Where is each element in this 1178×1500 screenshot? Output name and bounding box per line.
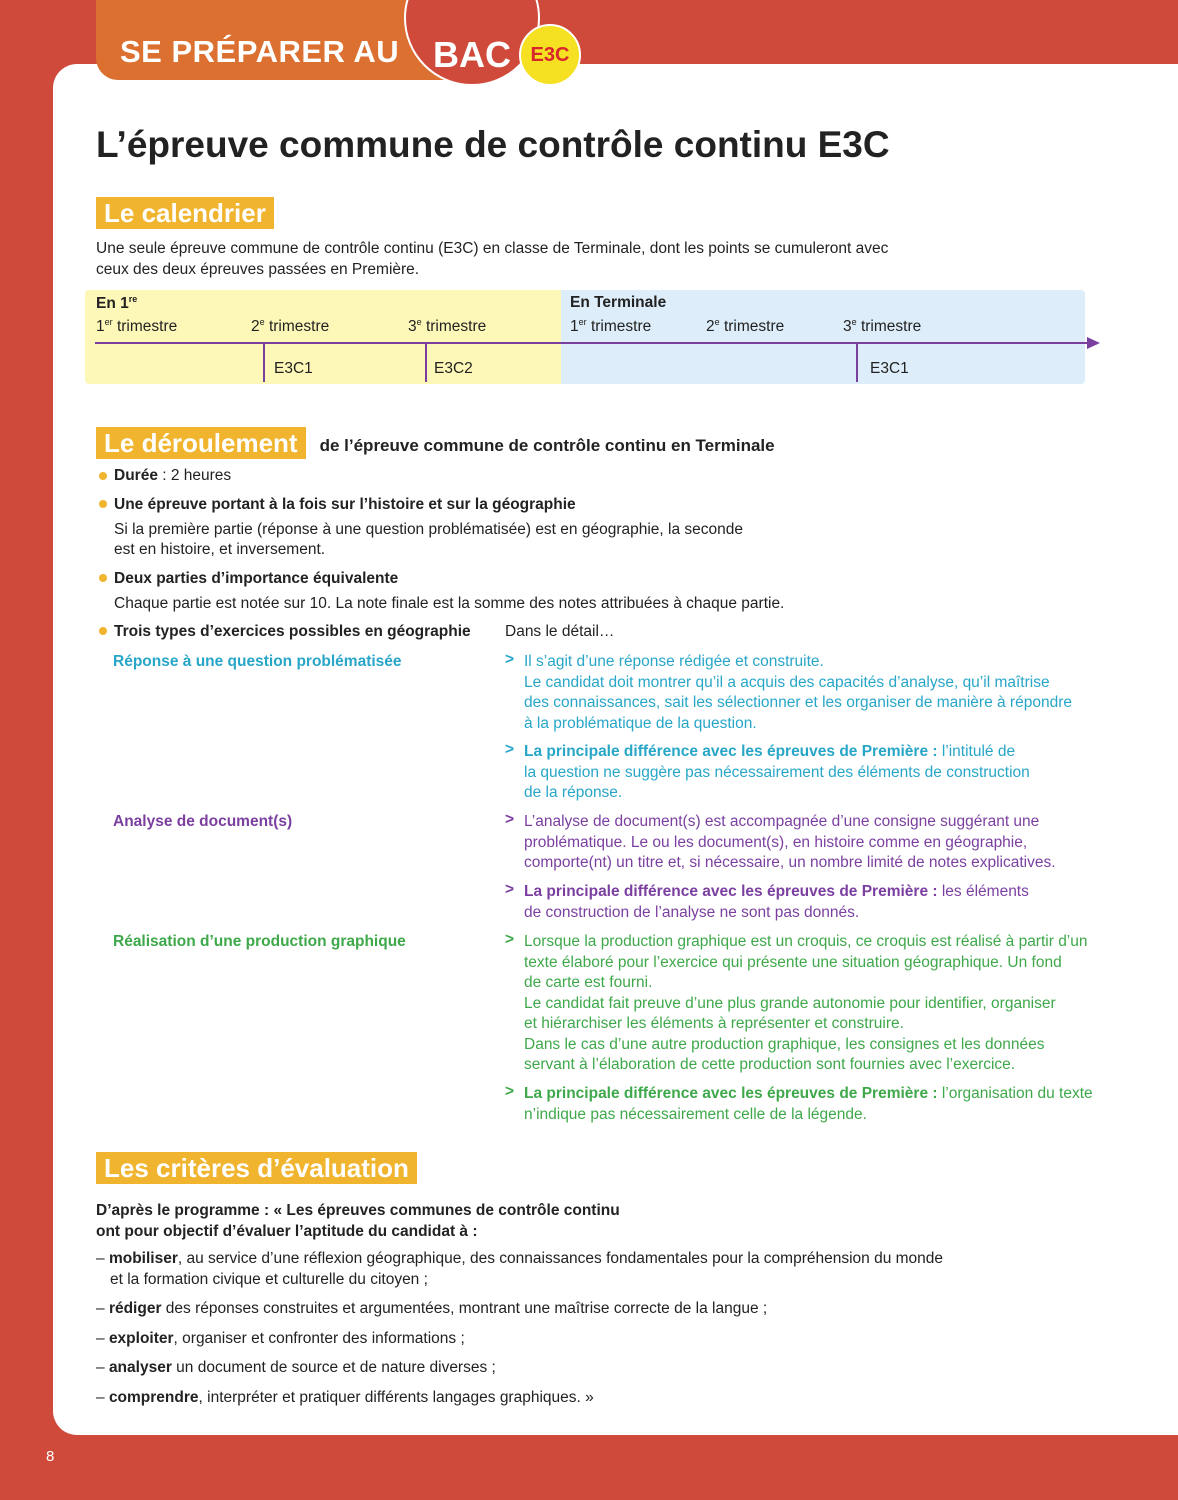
bullet-icon	[99, 574, 107, 582]
detail-line: Il s’agit d’une réponse rédigée et construite.	[524, 653, 824, 670]
deroulement-heading-row	[96, 427, 775, 459]
detail-line: de carte est fourni.	[524, 974, 653, 991]
trimestre-label: 2e trimestre	[706, 317, 785, 336]
detail-line: Dans le cas d’une autre production graphique, les consignes et les données	[524, 1035, 1045, 1053]
e3c-badge: E3C	[519, 24, 581, 86]
ordinal-suffix: re	[128, 294, 138, 304]
timeline-premiere-bg	[85, 290, 561, 384]
exercise-type-name: Analyse de document(s)	[113, 813, 293, 830]
bullet-line: est en histoire, et inversement.	[114, 541, 326, 558]
detail-line: de construction de l’analyse ne sont pas donnés.	[524, 903, 860, 921]
detail-line: comporte(nt) un titre et, si nécessaire, un nombre limité de notes explicatives.	[524, 854, 1056, 871]
detail-line: texte élaboré pour l’exercice qui présente une situation géographique. Un fond	[524, 953, 1062, 971]
chevron-right-icon: >	[505, 741, 515, 758]
detail-line: des connaissances, sait les sélectionner et les organiser de manière à répondre	[524, 694, 1072, 711]
exercise-detail	[524, 882, 1029, 923]
trimestre-label: 1er trimestre	[96, 317, 178, 336]
exercise-detail	[524, 812, 1056, 874]
ordinal-suffix: er	[104, 317, 113, 327]
bullet-title: Une épreuve portant à la fois sur l’histoire et sur la géographie	[114, 496, 576, 513]
criterion-item	[96, 1328, 465, 1349]
ordinal-suffix: e	[714, 317, 720, 327]
criterion-verb: analyser	[108, 1359, 172, 1376]
detail-line: la question ne suggère pas nécessairement des éléments de construction	[524, 763, 1030, 781]
calendrier-intro	[96, 239, 888, 280]
difference-label: La principale différence avec les épreuves de Première :	[524, 1085, 938, 1102]
criterion-verb: exploiter	[108, 1329, 174, 1347]
bullet-icon	[99, 472, 107, 480]
criterion-item	[96, 1357, 496, 1378]
detail-line: Lorsque la production graphique est un croquis, ce croquis est réalisé à partir d’un	[524, 933, 1088, 950]
criterion-line: – rédiger des réponses construites et argumentées, montrant une maîtrise correcte de la langue ;	[96, 1300, 768, 1317]
detail-label: Dans le détail…	[505, 623, 615, 640]
difference-label: La principale différence avec les épreuves de Première :	[524, 743, 938, 760]
criterion-line: – exploiter, organiser et confronter des informations ;	[96, 1329, 465, 1347]
criterion-item	[96, 1387, 594, 1408]
exercise-detail	[524, 652, 1072, 734]
detail-line: Le candidat doit montrer qu’il a acquis des capacités d’analyse, qu’il maîtrise	[524, 673, 1050, 691]
timeline-axis	[95, 342, 1091, 344]
criterion-line: – analyser un document de source et de nature diverses ;	[96, 1359, 496, 1376]
intro-line: Une seule épreuve commune de contrôle continu (E3C) en classe de Terminale, dont les points se cumuleront avec	[96, 240, 889, 257]
chevron-right-icon: >	[505, 651, 515, 668]
page-number: 8	[46, 1448, 55, 1465]
exam-marker: E3C1	[274, 360, 313, 377]
criterion-verb: comprendre	[108, 1388, 199, 1406]
bullet-line: Chaque partie est notée sur 10. La note finale est la somme des notes attribuées à chaque partie.	[114, 594, 785, 612]
bullet-icon	[99, 627, 107, 635]
bullet-trois-types: Trois types d’exercices possibles en géographie	[114, 623, 471, 640]
chevron-right-icon: >	[505, 881, 515, 898]
detail-line: Le candidat fait preuve d’une plus grande autonomie pour identifier, organiser	[524, 994, 1056, 1012]
criterion-verb: rédiger	[108, 1300, 162, 1317]
bullet-icon	[99, 500, 107, 508]
criterion-item	[96, 1248, 943, 1290]
criterion-verb: mobiliser	[108, 1250, 178, 1267]
detail-line: La principale différence avec les épreuves de Première : l’intitulé de	[524, 743, 1016, 760]
timeline-terminale-label: En Terminale	[570, 294, 667, 311]
timeline-tick	[856, 343, 858, 382]
ordinal-suffix: e	[851, 317, 857, 327]
criteres-intro	[96, 1200, 620, 1242]
intro-line: ont pour objectif d’évaluer l’aptitude du candidat à :	[96, 1223, 478, 1240]
criterion-line: et la formation civique et culturelle du citoyen ;	[110, 1271, 428, 1288]
detail-line: servant à l’élaboration de cette production sont fournies avec l’exercice.	[524, 1056, 1016, 1073]
duree-label: Durée	[114, 467, 158, 484]
page-title: L’épreuve commune de contrôle continu E3C	[96, 124, 890, 165]
bullet-histoire-geo	[114, 495, 743, 561]
intro-line: ceux des deux épreuves passées en Première.	[96, 260, 420, 278]
timeline-premiere-label	[96, 294, 137, 313]
duree-value: : 2 heures	[157, 467, 232, 484]
exercise-detail	[524, 932, 1088, 1076]
chevron-right-icon: >	[505, 931, 515, 948]
heading-deroulement: Le déroulement	[96, 427, 306, 459]
detail-line: L’analyse de document(s) est accompagnée d’une consigne suggérant une	[524, 813, 1040, 830]
exercise-type-name: Réalisation d’une production graphique	[113, 933, 406, 950]
bac-label: BAC	[433, 34, 511, 75]
heading-calendrier: Le calendrier	[96, 197, 274, 229]
detail-line: problématique. Le ou les document(s), en histoire comme en géographie,	[524, 833, 1028, 851]
deroulement-subheading: de l’épreuve commune de contrôle continu en Terminale	[319, 436, 775, 455]
timeline-arrow-icon	[1087, 337, 1100, 349]
detail-line: de la réponse.	[524, 784, 623, 801]
ordinal-suffix: e	[259, 317, 265, 327]
chevron-right-icon: >	[505, 1083, 515, 1100]
trimestre-label: 2e trimestre	[251, 317, 330, 336]
duree	[114, 466, 231, 487]
heading-criteres: Les critères d’évaluation	[96, 1152, 417, 1184]
bullet-deux-parties	[114, 569, 784, 614]
detail-line: à la problématique de la question.	[524, 714, 757, 732]
ordinal-suffix: er	[578, 317, 587, 327]
criterion-item	[96, 1298, 767, 1319]
criterion-line: – comprendre, interpréter et pratiquer différents langages graphiques. »	[96, 1388, 594, 1406]
exercise-type-name: Réponse à une question problématisée	[113, 653, 402, 670]
trimestre-label: 3e trimestre	[843, 317, 922, 336]
exercise-detail	[524, 742, 1030, 804]
timeline-tick	[425, 343, 427, 382]
section-label: SE PRÉPARER AU	[120, 34, 400, 69]
bullet-line: Si la première partie (réponse à une question problématisée) est en géographie, la seconde	[114, 520, 743, 538]
difference-label: La principale différence avec les épreuves de Première :	[524, 883, 938, 900]
ordinal-suffix: e	[416, 317, 422, 327]
trimestre-label: 3e trimestre	[408, 317, 487, 336]
detail-line: La principale différence avec les épreuves de Première : l’organisation du texte	[524, 1085, 1093, 1102]
exercise-detail	[524, 1084, 1093, 1125]
detail-line: et hiérarchiser les éléments à représenter et construire.	[524, 1015, 904, 1032]
criterion-line: – mobiliser, au service d’une réflexion géographique, des connaissances fondamentales pour la compréhension du monde	[96, 1250, 944, 1267]
premiere-label-text: En 1	[96, 295, 129, 313]
exam-marker: E3C1	[870, 360, 909, 377]
chevron-right-icon: >	[505, 811, 515, 828]
intro-line: D’après le programme : « Les épreuves communes de contrôle continu	[96, 1202, 620, 1219]
trimestre-label: 1er trimestre	[570, 317, 652, 336]
exam-marker: E3C2	[434, 360, 473, 377]
bullet-title: Deux parties d’importance équivalente	[114, 570, 399, 587]
detail-line: La principale différence avec les épreuves de Première : les éléments	[524, 883, 1029, 900]
timeline-tick	[263, 343, 265, 382]
detail-line: n’indique pas nécessairement celle de la légende.	[524, 1105, 867, 1123]
